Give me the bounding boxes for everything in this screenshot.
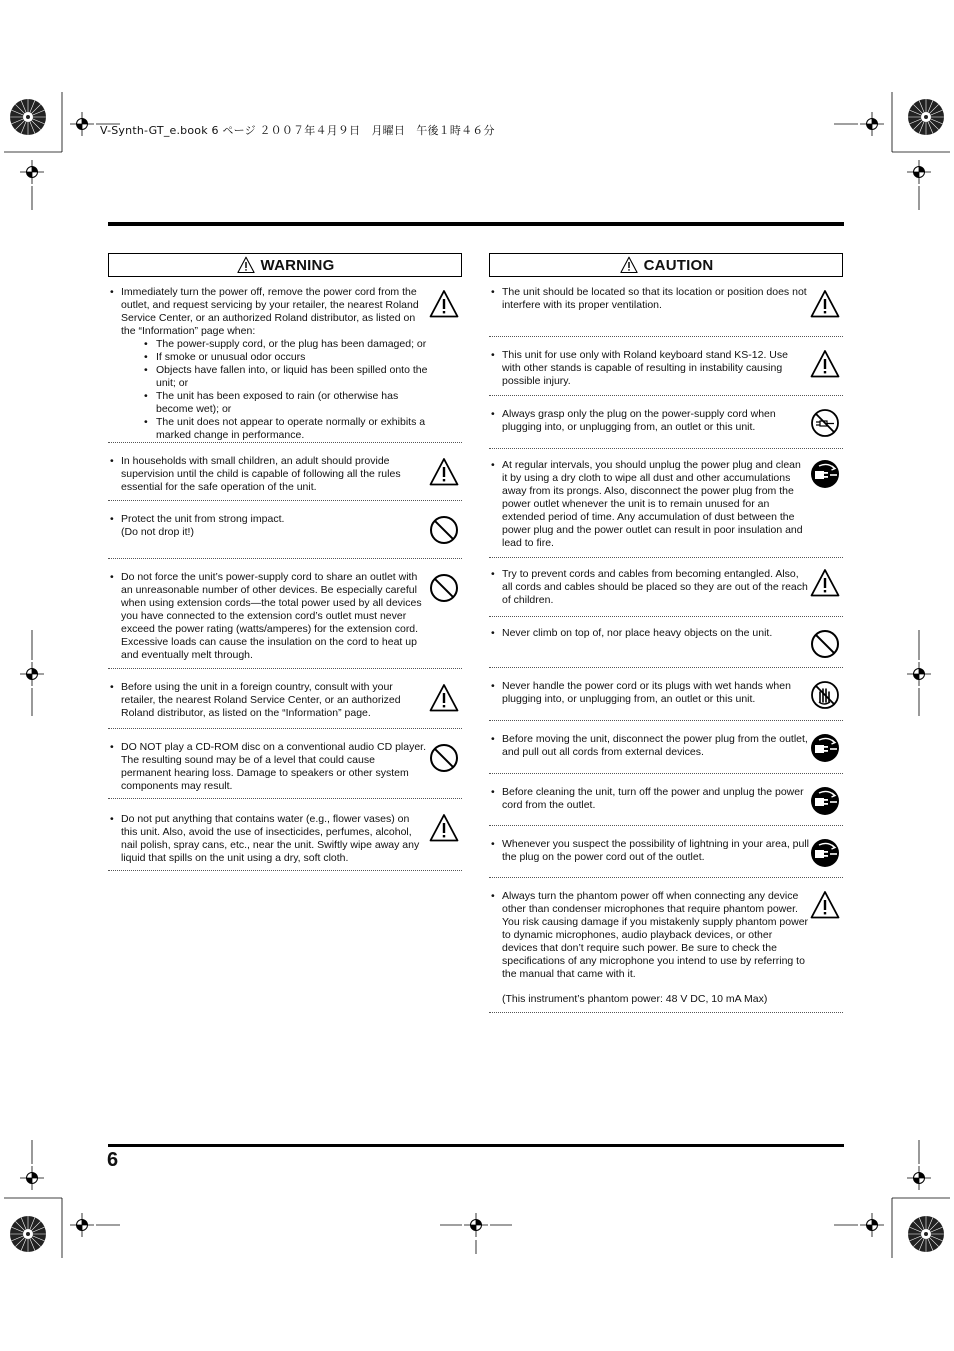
warning-item-text: (Do not drop it!) <box>121 526 194 538</box>
caution-item-7: • Never handle the power cord or its plugs with wet hands when plugging into, or unplugging from, an outlet or this unit. <box>489 668 843 721</box>
sub-item: • Objects have fallen into, or liquid has been spilled onto the unit; or <box>144 364 428 390</box>
no-wet-hands-icon <box>810 680 840 710</box>
prohibited-icon <box>429 573 459 603</box>
warning-item-text: DO NOT play a CD-ROM disc on a conventional audio CD player. The resulting sound may be of a level that could cause permanent hearing loss. Damage to speakers or other system components may result. <box>121 741 427 792</box>
caution-item-text: Try to prevent cords and cables from becoming entangled. Also, all cords and cables should be placed so they are out of the reach of children. <box>502 568 808 606</box>
warning-item-2: • In households with small children, an adult should provide supervision until the child is capable of following all the rules essential for the safe operation of the unit. <box>108 443 462 501</box>
prohibited-icon <box>429 515 459 545</box>
sub-item: • The unit has been exposed to rain (or otherwise has become wet); or <box>144 390 428 416</box>
caution-triangle-icon <box>810 349 840 379</box>
caution-item-text: This unit for use only with Roland keyboard stand KS-12. Use with other stands is capable of resulting in instability causing possible injury. <box>502 349 788 387</box>
caution-item-5: • Try to prevent cords and cables from becoming entangled. Also, all cords and cables should be placed so they are out of the reach of children. <box>489 558 843 617</box>
sub-item: • The power-supply cord, or the plug has been damaged; or <box>144 338 428 351</box>
caution-triangle-icon <box>429 813 459 843</box>
caution-item-text: Never climb on top of, nor place heavy objects on the unit. <box>502 627 773 639</box>
warning-item-text: Protect the unit from strong impact. <box>121 513 285 525</box>
warning-item-text: Before using the unit in a foreign country, consult with your retailer, the nearest Roland Service Center, or an authorized Roland distributor, as listed on the “Information” page. <box>121 681 401 719</box>
caution-item-9: • Before cleaning the unit, turn off the power and unplug the power cord from the outlet. <box>489 774 843 826</box>
prohibited-icon <box>810 629 840 659</box>
warning-item-1: • Immediately turn the power off, remove the power cord from the outlet, and request servicing by your retailer, the nearest Roland Service Center, or an authorized Roland distributor, as listed on the “Information” page when: • The power-supply cord, or the plug has been damaged; or • If smoke or unusual odor occurs • Objects have fallen into, or liquid has been spilled onto the unit; or • The unit has been exposed to rain (or otherwise has become wet); or • The unit does not appear to operate normally or exhibits a marked change in performance. <box>108 283 462 443</box>
caution-item-text: Always turn the phantom power off when connecting any device other than condenser microphones that require phantom power. You risk causing damage if you mistakenly supply phantom power to dynamic microphones, audio playback devices, or other devices that don’t require such power. Be sure to check the specifications of any microphone you intend to use by referring to the manual that came with it. <box>502 890 809 980</box>
print-header: V-Synth-GT_e.book 6 ページ ２００７年４月９日 月曜日 午後１時４６分 <box>100 124 495 137</box>
caution-triangle-icon <box>429 289 459 319</box>
bottom-rule <box>108 1144 844 1147</box>
unplug-icon <box>810 786 840 816</box>
caution-item-6: • Never climb on top of, nor place heavy objects on the unit. <box>489 617 843 668</box>
warning-item-5: • Before using the unit in a foreign country, consult with your retailer, the nearest Roland Service Center, or an authorized Roland distributor, as listed on the “Information” page. <box>108 669 462 729</box>
unplug-icon <box>810 459 840 489</box>
caution-item-text: At regular intervals, you should unplug the power plug and clean it by using a dry cloth to wipe all dust and other accumulations away from its prongs. Also, disconnect the power plug from the power outlet whenever the unit is to remain unused for an extended period of time. Any accumulation of dust between the power plug and the power outlet can result in poor insulation and lead to fire. <box>502 459 803 549</box>
warning-item-text: Immediately turn the power off, remove the power cord from the outlet, and request servicing by your retailer, the nearest Roland Service Center, or an authorized Roland distributor, as listed on the “Information” page when: <box>121 286 419 337</box>
prohibited-icon <box>429 743 459 773</box>
warning-column <box>108 253 462 871</box>
unplug-icon <box>810 733 840 763</box>
grasp-plug-icon <box>810 408 840 438</box>
caution-header <box>489 253 843 277</box>
caution-item-3: • Always grasp only the plug on the power-supply cord when plugging into, or unplugging from, an outlet or this unit. <box>489 396 843 449</box>
caution-title: CAUTION <box>643 256 714 274</box>
warning-item-text: In households with small children, an adult should provide supervision until the child is capable of following all the rules essential for the safe operation of the unit. <box>121 455 401 493</box>
caution-item-note: (This instrument’s phantom power: 48 V DC, 10 mA Max) <box>502 993 768 1005</box>
warning-item-4: • Do not force the unit’s power-supply cord to share an outlet with an unreasonable number of other devices. Be especially careful when using extension cords—the total power used by all devices you have connected to the extension cord’s outlet must never exceed the power rating (watts/amperes) for the extension cord. Excessive loads can cause the insulation on the cord to heat up and eventually melt through. <box>108 559 462 669</box>
warning-header <box>108 253 462 277</box>
caution-item-text: Before cleaning the unit, turn off the power and unplug the power cord from the outlet. <box>502 786 804 811</box>
caution-triangle-icon <box>810 568 840 598</box>
page-number: 6 <box>107 1149 119 1171</box>
unplug-icon <box>810 838 840 868</box>
caution-item-text: Always grasp only the plug on the power-supply cord when plugging into, or unplugging from, an outlet or this unit. <box>502 408 776 433</box>
caution-item-text: Whenever you suspect the possibility of lightning in your area, pull the plug on the power cord out of the outlet. <box>502 838 810 863</box>
caution-item-text: The unit should be located so that its location or position does not interfere with its proper ventilation. <box>502 286 807 311</box>
caution-item-10: • Whenever you suspect the possibility of lightning in your area, pull the plug on the power cord out of the outlet. <box>489 826 843 878</box>
caution-item-2: • This unit for use only with Roland keyboard stand KS-12. Use with other stands is capable of resulting in instability causing possible injury. <box>489 337 843 396</box>
warning-item-text: Do not put anything that contains water (e.g., flower vases) on this unit. Also, avoid the use of insecticides, perfumes, alcohol, nail polish, spray cans, etc., near the unit. Swiftly wipe away any liquid that spills on the unit using a dry, soft cloth. <box>121 813 420 864</box>
sub-item: • If smoke or unusual odor occurs <box>144 351 428 364</box>
warning-item-text: Do not force the unit’s power-supply cord to share an outlet with an unreasonable number of other devices. Be especially careful when using extension cords—the total power used by all devices you have connected to the extension cord’s outlet must never exceed the power rating (watts/amperes) for the extension cord. Excessive loads can cause the insulation on the cord to heat up and eventually melt through. <box>121 571 422 661</box>
caution-triangle-icon <box>429 457 459 487</box>
caution-item-4: • At regular intervals, you should unplug the power plug and clean it by using a dry cloth to wipe all dust and other accumulations away from its prongs. Also, disconnect the power plug from the power outlet whenever the unit is to remain unused for an extended period of time. Any accumulation of dust between the power plug and the power outlet can result in poor insulation and lead to fire. <box>489 449 843 558</box>
sub-item: • The unit does not appear to operate normally or exhibits a marked change in performance. <box>144 416 428 442</box>
warning-item-7: • Do not put anything that contains water (e.g., flower vases) on this unit. Also, avoid the use of insecticides, perfumes, alcohol, nail polish, spray cans, etc., near the unit. Swiftly wipe away any liquid that spills on the unit using a dry, soft cloth. <box>108 799 462 871</box>
warning-triangle-icon <box>236 256 256 274</box>
caution-item-text: Before moving the unit, disconnect the power plug from the outlet, and pull out all cords from external devices. <box>502 733 808 758</box>
caution-triangle-icon <box>810 890 840 920</box>
caution-triangle-icon <box>429 683 459 713</box>
caution-column <box>489 253 843 1013</box>
warning-item-6: • DO NOT play a CD-ROM disc on a conventional audio CD player. The resulting sound may be of a level that could cause permanent hearing loss. Damage to speakers or other system components may result. <box>108 729 462 799</box>
warning-title: WARNING <box>260 256 335 274</box>
warning-item-sublist <box>121 338 428 442</box>
caution-header-triangle-icon <box>619 256 639 274</box>
caution-item-1: • The unit should be located so that its location or position does not interfere with its proper ventilation. <box>489 283 843 337</box>
caution-triangle-icon <box>810 289 840 319</box>
top-rule <box>108 222 844 226</box>
caution-item-8: • Before moving the unit, disconnect the power plug from the outlet, and pull out all cords from external devices. <box>489 721 843 774</box>
warning-item-3: • Protect the unit from strong impact. (Do not drop it!) <box>108 501 462 559</box>
caution-item-text: Never handle the power cord or its plugs with wet hands when plugging into, or unplugging from, an outlet or this unit. <box>502 680 791 705</box>
caution-item-11: • Always turn the phantom power off when connecting any device other than condenser microphones that require phantom power. You risk causing damage if you mistakenly supply phantom power to dynamic microphones, audio playback devices, or other devices that don’t require such power. Be sure to check the specifications of any microphone you intend to use by referring to the manual that came with it. (This instrument’s phantom power: 48 V DC, 10 mA Max) <box>489 878 843 1013</box>
